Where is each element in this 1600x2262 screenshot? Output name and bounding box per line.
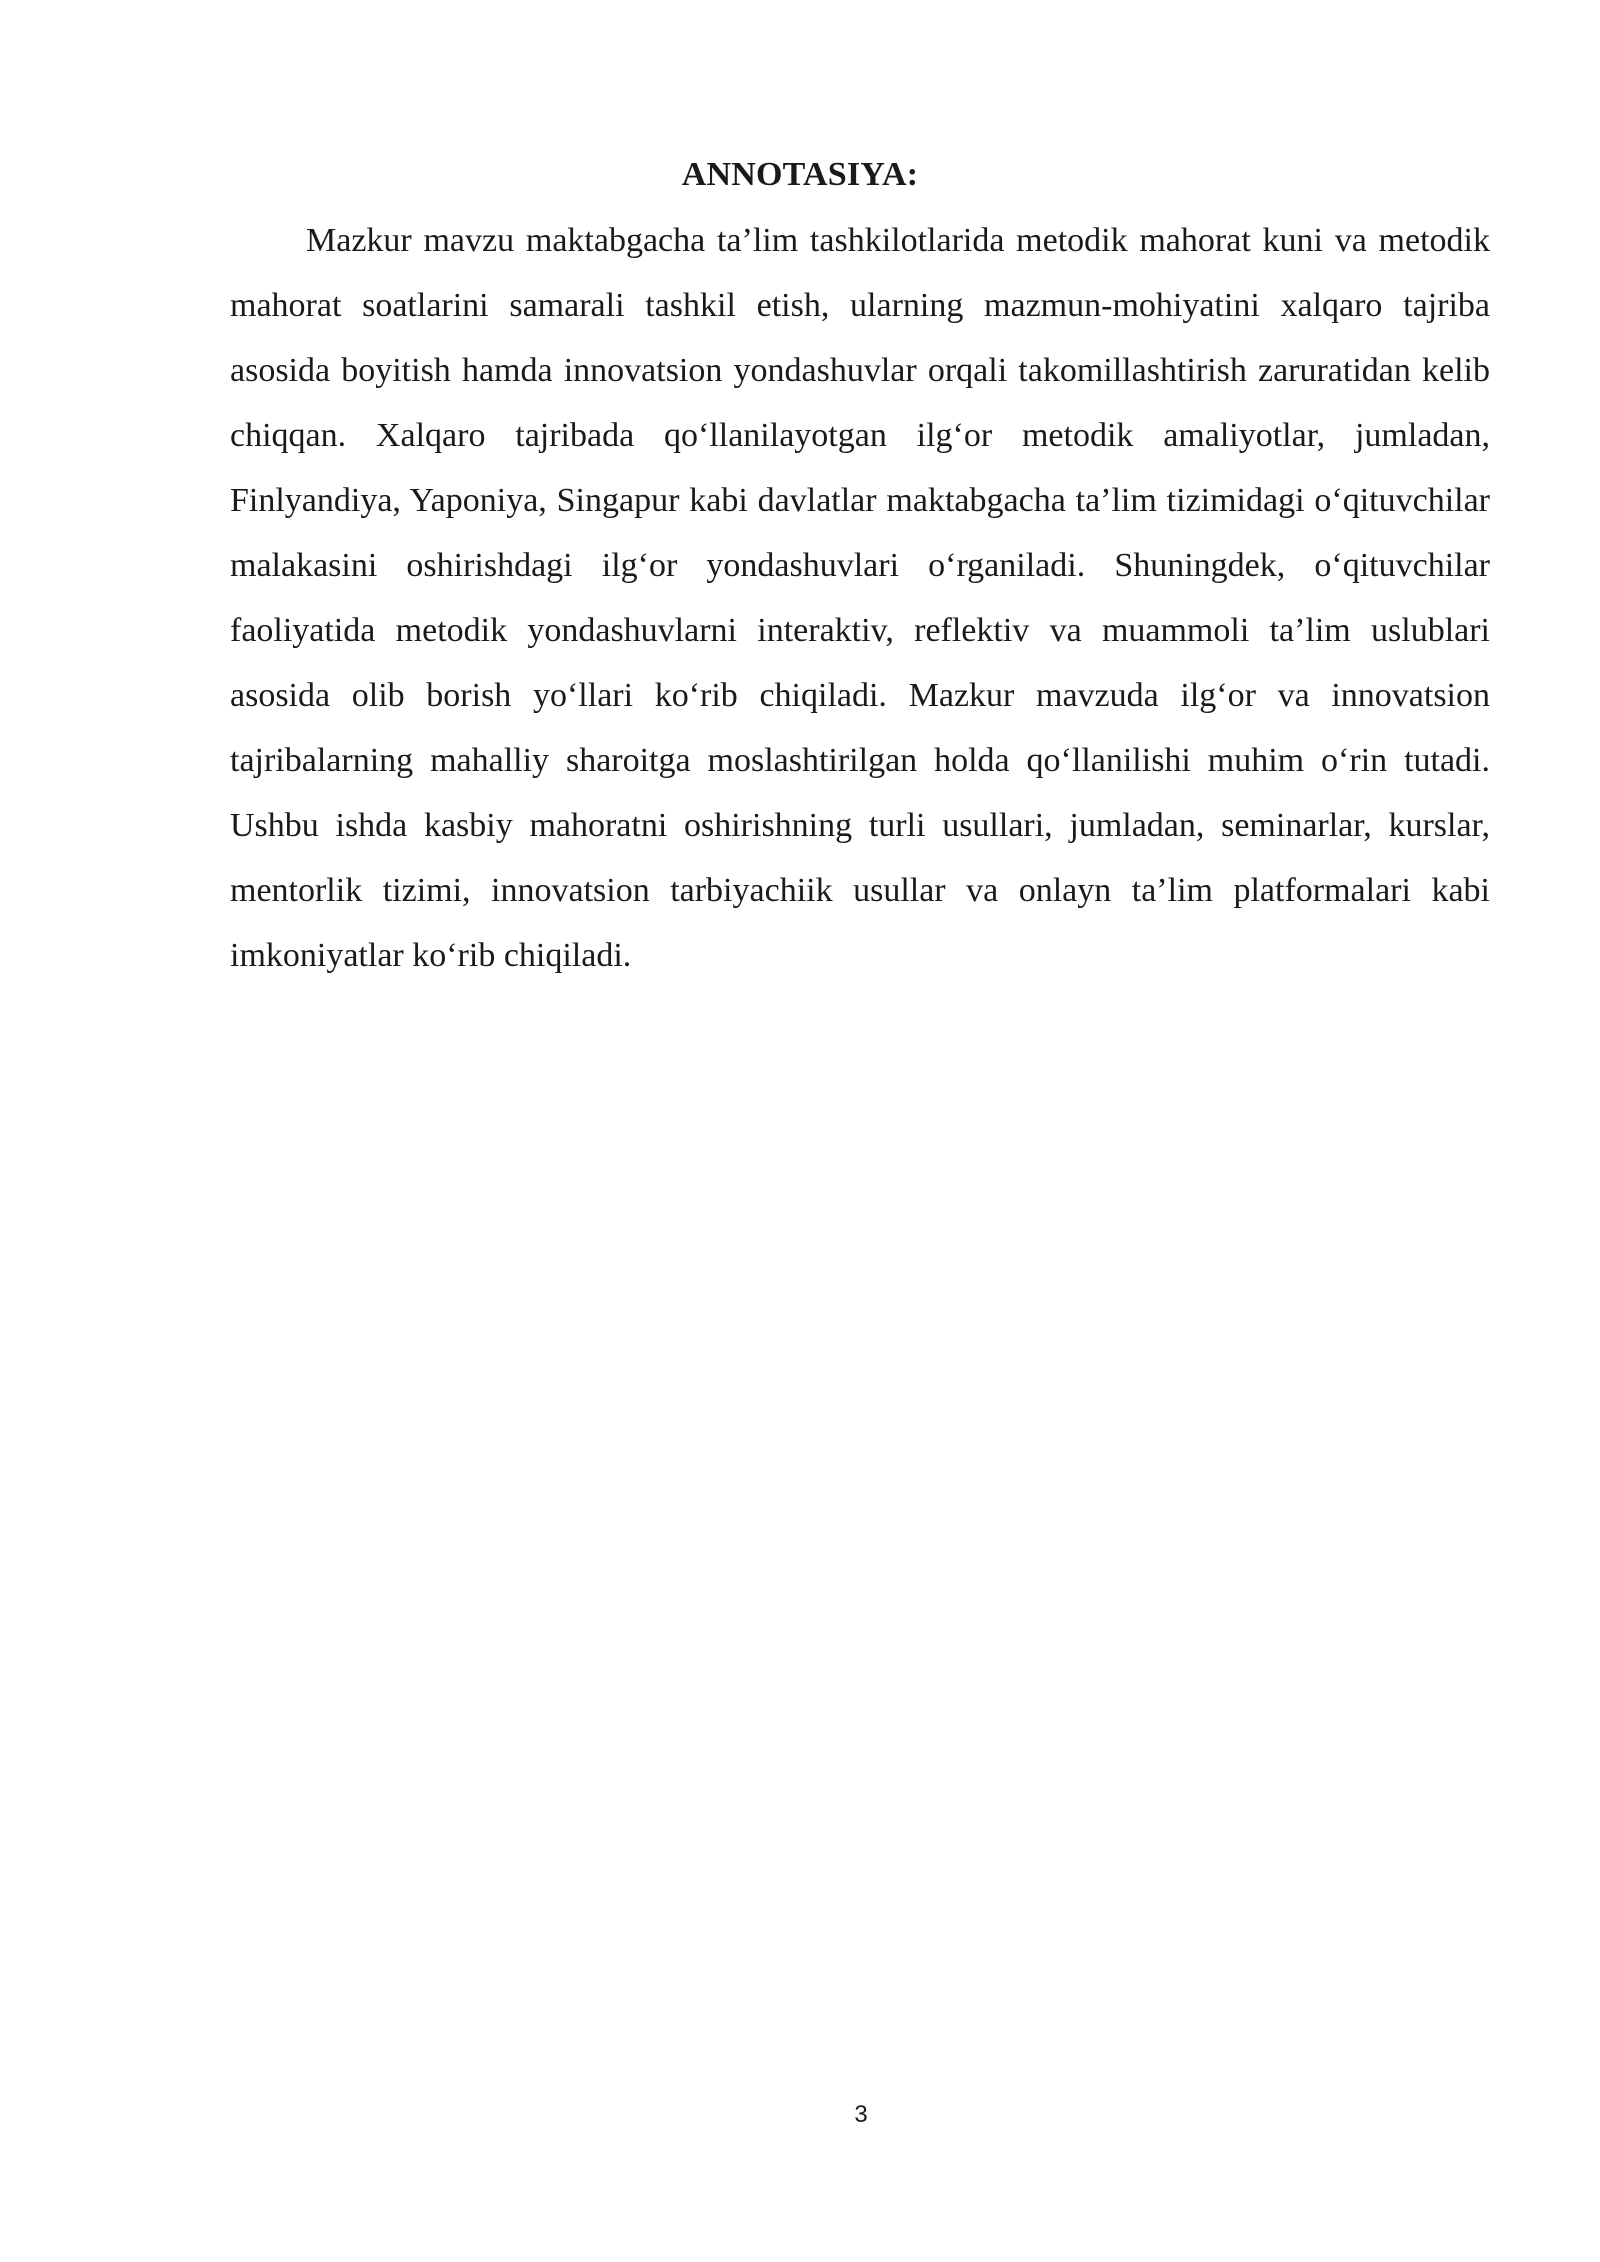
- page-number: 3: [854, 2101, 868, 2128]
- section-heading: ANNOTASIYA:: [681, 156, 919, 193]
- annotation-paragraph: Mazkur mavzu maktabgacha ta’lim tashkilotlarida metodik mahorat kuni va metodik mahorat soatlarini samarali tashkil etish, ularning mazmun-mohiyatini xalqaro tajriba asosida boyitish hamda innovatsion yondashuvlar orqali takomillashtirish zaruratidan kelib chiqqan. Xalqaro tajribada qo‘llanilayotgan ilg‘or metodik amaliyotlar, jumladan, Finlyandiya, Yaponiya, Singapur kabi davlatlar maktabgacha ta’lim tizimidagi o‘qituvchilar malakasini oshirishdagi ilg‘or yondashuvlari o‘rganiladi. Shuningdek, o‘qituvchilar faoliyatida metodik yondashuvlarni interaktiv, reflektiv va muammoli ta’lim uslublari asosida olib borish yo‘llari ko‘rib chiqiladi. Mazkur mavzuda ilg‘or va innovatsion tajribalarning mahalliy sharoitga moslashtirilgan holda qo‘llanilishi muhim o‘rin tutadi. Ushbu ishda kasbiy mahoratni oshirishning turli usullari, jumladan, seminarlar, kurslar, mentorlik tizimi, innovatsion tarbiyachiik usullar va onlayn ta’lim platformalari kabi imkoniyatlar ko‘rib chiqiladi.: [230, 222, 1490, 974]
